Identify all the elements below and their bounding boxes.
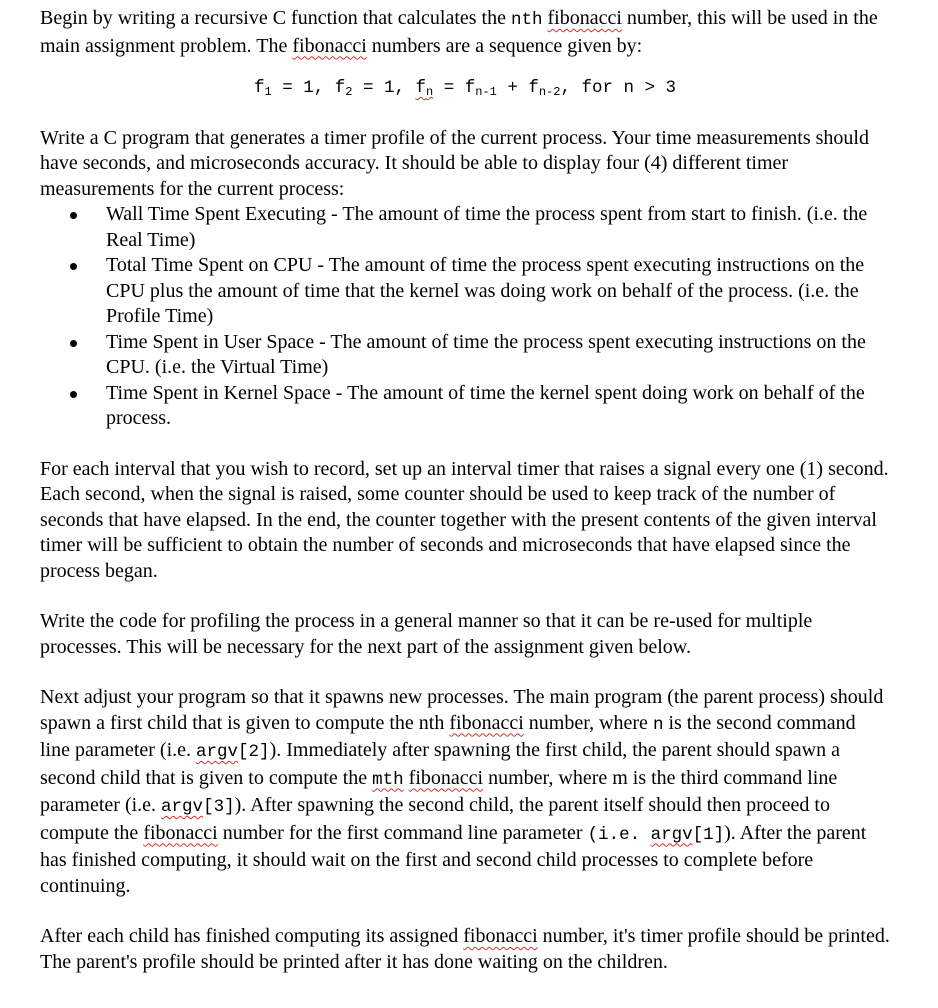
print-profile-paragraph bbox=[40, 924, 890, 975]
formula-text: = 1, bbox=[352, 78, 416, 98]
code-index: [2] bbox=[238, 742, 270, 762]
spellcheck-word: fibonacci bbox=[292, 34, 367, 57]
list-item-text: Time Spent in Kernel Space - The amount of time the kernel spent doing work on behalf of the process. bbox=[106, 381, 865, 429]
code-argv: argv bbox=[196, 742, 239, 762]
formula-term: f bbox=[464, 78, 476, 98]
intro-paragraph bbox=[40, 6, 890, 59]
list-item-text: Wall Time Spent Executing - The amount of time the process spent from start to finish. (i.e. the Real Time) bbox=[106, 203, 868, 251]
timer-measurement-list bbox=[40, 202, 890, 432]
code-n: n bbox=[652, 714, 664, 735]
formula-subscript: 1 bbox=[264, 85, 272, 99]
text-run: ). After the parent has finished computing, it should wait on the first and second child processes to complete before continuing. bbox=[40, 821, 867, 897]
interval-timer-paragraph: For each interval that you wish to record, set up an interval timer that raises a signal every one (1) second. Each second, when the signal is raised, some counter should be used to keep track of the number of seconds that have elapsed. In the end, the counter together with the present contents of the given interval timer will be sufficient to obtain the number of seconds and microseconds that have elapsed since the process began. bbox=[40, 457, 889, 582]
code-index: [1] bbox=[692, 824, 725, 845]
spellcheck-word: fibonacci bbox=[463, 925, 538, 947]
list-item-text: Time Spent in User Space - The amount of time the process spent executing instructions on the CPU. (i.e. the Virtual Time) bbox=[106, 330, 866, 378]
text-run: Begin by writing a recursive C function that calculates the bbox=[40, 7, 511, 29]
text-run: number, where m is the third command line parameter (i.e. bbox=[40, 766, 838, 816]
text-run: numbers are a sequence given by: bbox=[366, 34, 643, 57]
code-ie: (i.e. bbox=[587, 824, 651, 845]
formula-subscript: n-2 bbox=[538, 85, 561, 99]
spellcheck-word: fibonacci bbox=[449, 711, 524, 734]
code-argv: argv bbox=[161, 797, 204, 817]
text-run: number for the first command line parameter bbox=[217, 821, 588, 844]
spellcheck-word: fibonacci bbox=[408, 766, 484, 789]
assignment-document bbox=[40, 6, 890, 975]
text-run: Next adjust your program so that it spawns new processes. The main program (the parent process) should spawn a first child that is given to compute the nth bbox=[40, 686, 884, 734]
bullet-icon bbox=[70, 263, 77, 270]
formula-text: = 1, bbox=[271, 78, 335, 98]
code-nth: nth bbox=[510, 10, 543, 30]
code-argv: argv bbox=[650, 824, 693, 845]
code-index: [3] bbox=[203, 797, 235, 817]
bullet-icon bbox=[70, 340, 77, 347]
formula-term: f bbox=[528, 78, 539, 98]
list-item bbox=[106, 330, 890, 381]
text-run: number, where bbox=[523, 711, 653, 734]
formula-text: + bbox=[496, 78, 529, 98]
formula-subscript: 2 bbox=[345, 85, 353, 99]
timer-profile-paragraph: Write a C program that generates a timer profile of the current process. Your time measurements should have seconds, and microseconds accuracy. It should be able to display four (4) different timer measurements for the current process: bbox=[40, 126, 869, 200]
spellcheck-word: fibonacci bbox=[143, 821, 218, 844]
formula-term: f bbox=[254, 78, 265, 98]
reuse-paragraph: Write the code for profiling the process in a general manner so that it can be re-used for multiple processes. This will be necessary for the next part of the assignment given below. bbox=[40, 610, 813, 658]
list-item bbox=[106, 381, 890, 432]
formula-text: , for n > 3 bbox=[560, 78, 676, 98]
text-run: number, it's timer profile should be printed. The parent's profile should be printed after it has done waiting on the children. bbox=[40, 925, 890, 973]
code-mth: mth bbox=[372, 769, 404, 790]
formula-text: = bbox=[433, 78, 465, 98]
list-item bbox=[106, 253, 890, 330]
bullet-icon bbox=[70, 391, 77, 398]
formula-term: f bbox=[415, 78, 426, 98]
text-run: ). After spawning the second child, the parent itself should then proceed to compute the bbox=[40, 794, 830, 844]
text-run: number, this will be used in the main assignment problem. The bbox=[40, 7, 878, 57]
spawn-processes-paragraph bbox=[40, 685, 890, 899]
fibonacci-formula bbox=[40, 74, 890, 106]
spellcheck-word: fibonacci bbox=[547, 7, 622, 29]
formula-term: f bbox=[334, 78, 346, 98]
text-run: ). Immediately after spawning the first child, the parent should spawn a second child that is given to compute the bbox=[40, 739, 840, 789]
list-item-text: Total Time Spent on CPU - The amount of time the process spent executing instructions on the CPU plus the amount of time that the kernel was doing work on behalf of the process. (i.e. the Profile Time) bbox=[106, 254, 865, 327]
text-run: is the second command line parameter (i.e. bbox=[40, 711, 856, 761]
text-run: After each child has finished computing its assigned bbox=[40, 925, 464, 947]
formula-subscript: n bbox=[425, 85, 434, 99]
formula-subscript: n-1 bbox=[475, 85, 497, 99]
bullet-icon bbox=[70, 212, 77, 219]
list-item bbox=[106, 202, 890, 253]
